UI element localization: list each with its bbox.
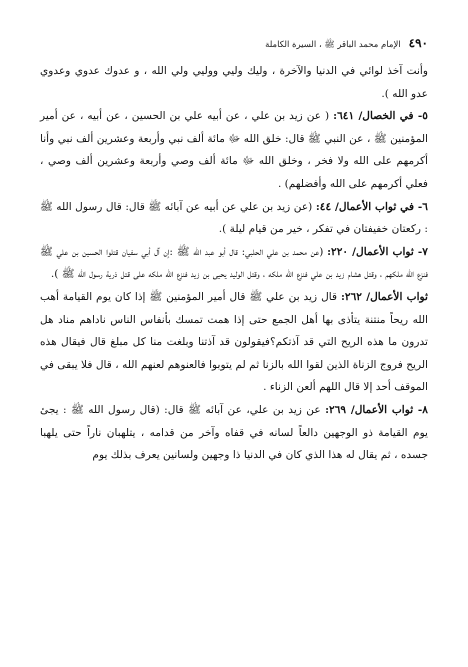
paragraph-text: (عن محمد بن علي الحلبي: قال أبو عبد الله ﷺ :إن آل أبي سفيان قتلوا الحسين بن علي ﷺ فنزع الله ملكهم ، وقتل هشام زيد بن علي فنزع الله ملكه ، وقتل الوليد يحيى بن زيد فنزع الله ملكه على قتل ذرية رسول الله ﷺ ). [40, 245, 428, 281]
paragraph-text: عن زيد بن علي، عن آبائه ﷺ قال: (قال رسول الله ﷺ : يجئ يوم القيامة ذو الوجهين دالعاً لسانه في قفاه وآخر من قدامه ، يتلهبان ناراً حتى يلهبا جسده ، ثم يقال له هذا الذي كان في الدنيا ذا وجهين ولسانين يعرف بذلك يوم [40, 403, 428, 462]
paragraph-text: وأنت آخذ لوائي في الدنيا والآخرة ، وليك وليي ووليي ولي الله ، و عدوك عدوي وعدوي عدو الله ). [40, 65, 428, 100]
paragraph-lead: ٦- في ثواب الأعمال/ ٤٤: [315, 200, 428, 213]
paragraph-lead: ثواب الأعمال/ ٢٦٢: [340, 290, 428, 303]
paragraph [40, 241, 428, 286]
paragraph [40, 196, 428, 241]
paragraph [40, 60, 428, 105]
paragraph [40, 399, 428, 467]
paragraph [40, 286, 428, 399]
paragraph [40, 105, 428, 195]
page-number: ٤٩٠ [408, 36, 428, 50]
paragraph-text: ( عن زيد بن علي ، عن أبيه علي بن الحسين ، عن أبيه ، عن أمير المؤمنين ﷺ ، عن النبي ﷺ قال: خلق الله ﷻ مائة ألف نبي وأربعة وعشرين ألف نبي وأنا أكرمهم على الله ولا فخر ، وخلق الله ﷻ مائة ألف وصي وأربعة وعشرين ألف وصي ، فعلي أكرمهم على الله وأفضلهم) . [40, 110, 428, 190]
paragraph-text: (عن زيد بن علي عن أبيه عن آبائه ﷺ قال: قال رسول الله ﷺ : ركعتان خفيفتان في تفكر ، خير من قيام ليلة ). [40, 200, 428, 236]
paragraph-lead: ٥- في الخصال/ ٦٤١: [333, 110, 428, 123]
page-body [40, 60, 428, 467]
paragraph-text: قال زيد بن علي ﷺ قال أمير المؤمنين ﷺ إذا كان يوم القيامة أهب الله ريحاً منتنة يتأذى بها أهل الجمع حتى إذا همت تمسك بأنفاس الناس ناداهم مناد هل تدرون ما هذه الريح التي قد آذتكم؟فيقولون قد آذتنا وبلغت منا كل مبلغ قال فيقال هذه الريح فروج الزناة الذين لقوا الله بالزنا ثم لم يتوبوا فالعنوهم لعنهم الله ، قال فلا يبقى في الموقف أحد إلا قال اللهم ألعن الزناء . [40, 290, 428, 394]
paragraph-lead: ٧- ثواب الأعمال/ ٢٢٠: [327, 245, 428, 258]
paragraph-lead: ٨- ثواب الأعمال/ ٢٦٩: [325, 403, 428, 416]
page-header [40, 36, 428, 52]
running-title: الإمام محمد الباقر ﷺ ، السيرة الكاملة [265, 40, 401, 50]
